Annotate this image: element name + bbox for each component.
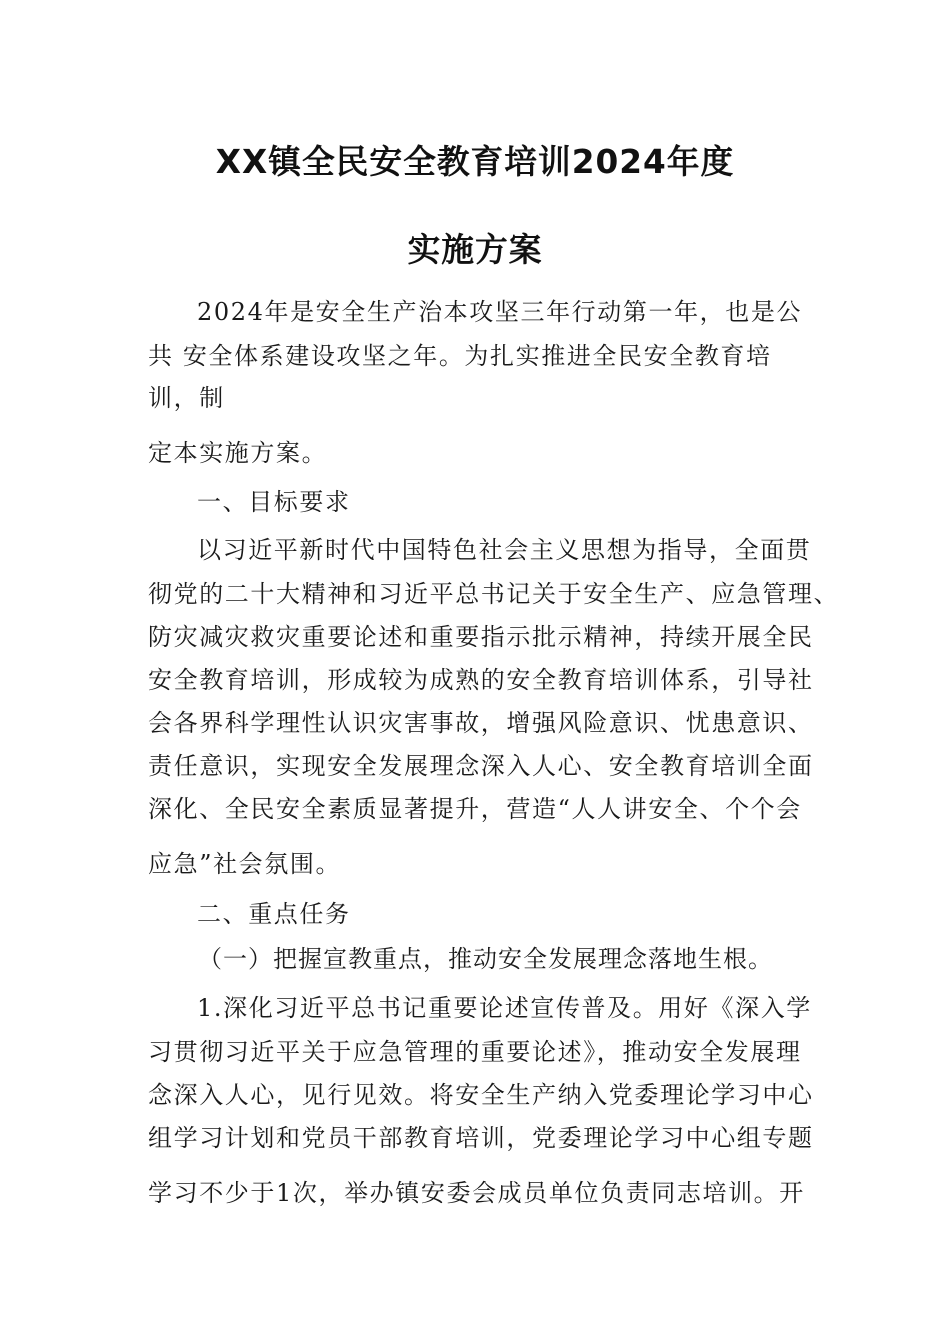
item-1-line-2: 习贯彻习近平关于应急管理的重要论述》，推动安全发展理 bbox=[148, 1038, 802, 1066]
section-1-line-3: 防灾减灾救灾重要论述和重要指示批示精神，持续开展全民 bbox=[148, 623, 814, 651]
item-1-line-4: 组学习计划和党员干部教育培训，党委理论学习中心组专题 bbox=[148, 1124, 814, 1152]
section-2-heading: 二、重点任务 bbox=[197, 900, 351, 928]
item-1-line-1: 1.深化习近平总书记重要论述宣传普及。用好《深入学 bbox=[197, 994, 812, 1022]
intro-line-4: 定本实施方案。 bbox=[148, 439, 328, 467]
document-title-line-2: 实施方案 bbox=[407, 231, 543, 269]
section-1-line-8: 应急”社会氛围。 bbox=[148, 850, 342, 878]
item-1-line-3: 念深入人心，见行见效。将安全生产纳入党委理论学习中心 bbox=[148, 1081, 814, 1109]
intro-line-3: 训，制 bbox=[148, 384, 225, 412]
section-1-line-2: 彻党的二十大精神和习近平总书记关于安全生产、应急管理、 bbox=[148, 580, 840, 608]
section-1-line-7: 深化、全民安全素质显著提升，营造“人人讲安全、个个会 bbox=[148, 795, 802, 823]
section-1-line-6: 责任意识，实现安全发展理念深入人心、安全教育培训全面 bbox=[148, 752, 814, 780]
section-1-line-5: 会各界科学理性认识灾害事故，增强风险意识、忧患意识、 bbox=[148, 709, 814, 737]
document-title-line-1: XX镇全民安全教育培训2024年度 bbox=[215, 143, 735, 181]
section-1-line-4: 安全教育培训，形成较为成熟的安全教育培训体系，引导社 bbox=[148, 666, 814, 694]
intro-line-1: 2024年是安全生产治本攻坚三年行动第一年，也是公 bbox=[197, 298, 803, 326]
section-1-heading: 一、目标要求 bbox=[197, 488, 351, 516]
item-1-line-5: 学习不少于1次，举办镇安委会成员单位负责同志培训。开 bbox=[148, 1179, 805, 1207]
intro-line-2: 共 安全体系建设攻坚之年。为扎实推进全民安全教育培 bbox=[148, 342, 772, 370]
section-1-line-1: 以习近平新时代中国特色社会主义思想为指导，全面贯 bbox=[197, 536, 812, 564]
subsection-1-heading: （一）把握宣教重点，推动安全发展理念落地生根。 bbox=[198, 945, 773, 973]
